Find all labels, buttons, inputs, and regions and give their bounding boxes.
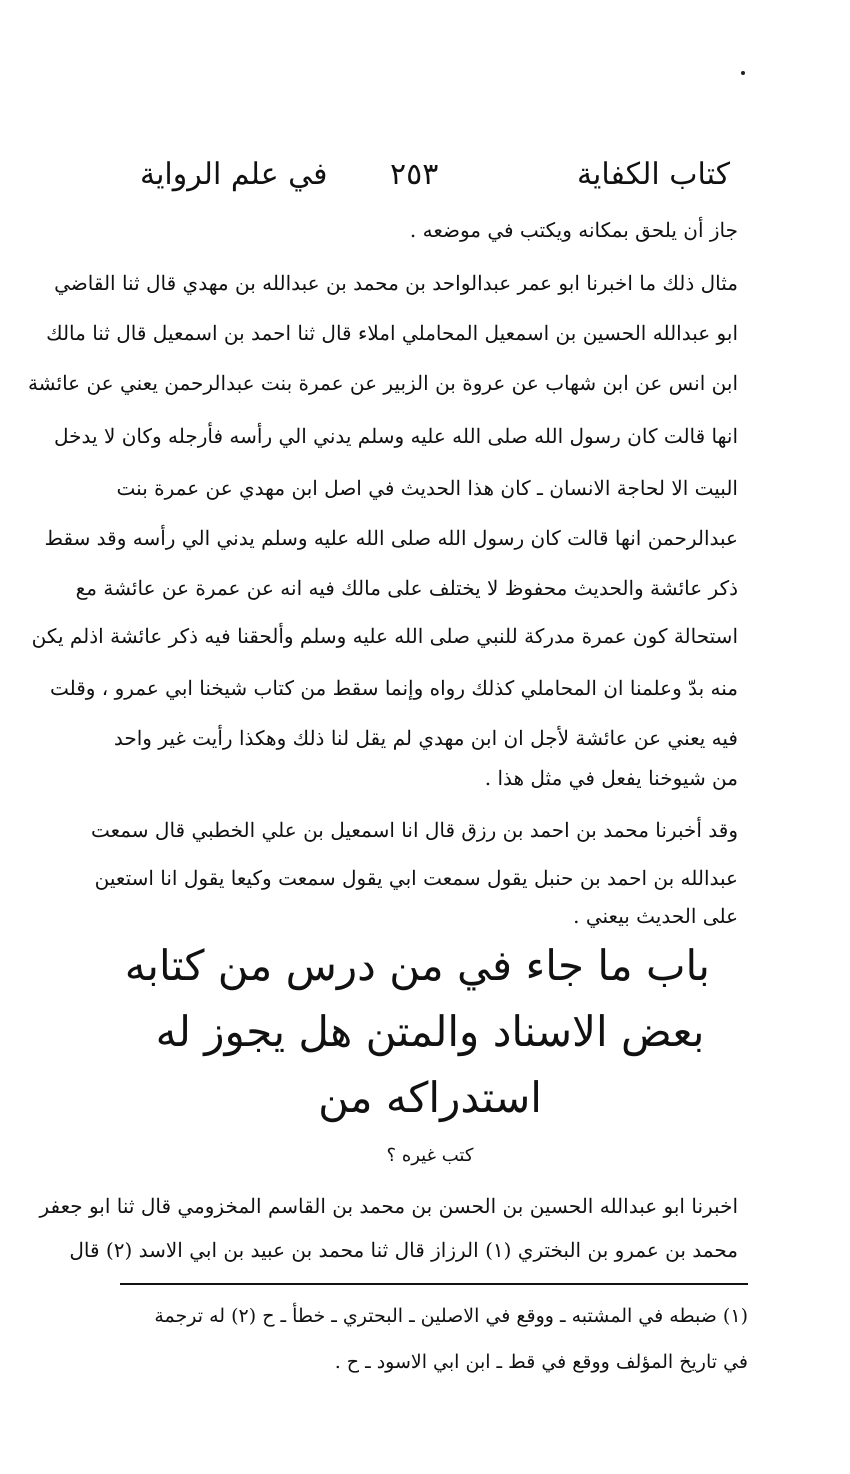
footnote-line: (١) ضبطه في المشتبه ـ ووقع في الاصلين ـ البحتري ـ خطأ ـ ح (٢) له ترجمة <box>154 1305 748 1327</box>
text-line: منه بدّ وعلمنا ان المحاملي كذلك رواه وإنما سقط من كتاب شيخنا ابي عمرو ، وقلت <box>49 676 738 700</box>
text-line: فيه يعني عن عائشة لأجل ان ابن مهدي لم يقل لنا ذلك وهكذا رأيت غير واحد <box>113 726 738 750</box>
text-line: اخبرنا ابو عبدالله الحسين بن الحسن بن محمد بن القاسم المخزومي قال ثنا ابو جعفر <box>39 1194 738 1218</box>
text-line: استحالة كون عمرة مدركة للنبي صلى الله عليه وسلم وألحقنا فيه ذكر عائشة اذلم يكن <box>31 624 738 648</box>
footnote-line: في تاريخ المؤلف ووقع في قط ـ ابن ابي الاسود ـ ح . <box>334 1351 748 1373</box>
text-line: البيت الا لحاجة الانسان ـ كان هذا الحديث في اصل ابن مهدي عن عمرة بنت <box>116 476 738 500</box>
text-line: محمد بن عمرو بن البختري (١) الرزاز قال ثنا محمد بن عبيد بن ابي الاسد (٢) قال <box>69 1238 738 1262</box>
text-line: ابو عبدالله الحسين بن اسمعيل المحاملي املاء قال ثنا احمد بن اسمعيل قال ثنا مالك <box>46 321 738 345</box>
chapter-title-line: بعض الاسناد والمتن هل يجوز له <box>155 1007 705 1056</box>
text-line: وقد أخبرنا محمد بن احمد بن رزق قال انا اسمعيل بن علي الخطبي قال سمعت <box>90 818 738 842</box>
ink-dot <box>741 71 745 75</box>
text-line: عبدالرحمن انها قالت كان رسول الله صلى الله عليه وسلم يدني الي رأسه وقد سقط <box>44 526 738 550</box>
subject-title: في علم الرواية <box>140 157 328 192</box>
footnote-divider <box>120 1283 748 1285</box>
text-line: ذكر عائشة والحديث محفوظ لا يختلف على مالك فيه انه عن عمرة عن عائشة مع <box>75 576 738 600</box>
text-line: مثال ذلك ما اخبرنا ابو عمر عبدالواحد بن محمد بن عبدالله بن مهدي قال ثنا القاضي <box>54 271 738 295</box>
chapter-subtitle: كتب غيره ؟ <box>386 1145 474 1166</box>
text-line: جاز أن يلحق بمكانه ويكتب في موضعه . <box>409 218 738 242</box>
chapter-title-line: استدراكه من <box>318 1073 542 1122</box>
text-line: ابن انس عن ابن شهاب عن عروة بن الزبير عن عمرة بنت عبدالرحمن يعني عن عائشة <box>27 371 738 395</box>
page-number: ٢٥٣ <box>390 157 439 192</box>
book-title: كتاب الكفاية <box>576 157 730 192</box>
text-line: من شيوخنا يفعل في مثل هذا . <box>484 766 738 790</box>
page-header <box>140 150 730 200</box>
text-line: عبدالله بن احمد بن حنبل يقول سمعت ابي يقول سمعت وكيعا يقول انا استعين <box>94 866 738 890</box>
text-line: انها قالت كان رسول الله صلى الله عليه وسلم يدني الي رأسه فأرجله وكان لا يدخل <box>54 424 738 448</box>
chapter-title-line: باب ما جاء في من درس من كتابه <box>124 941 710 990</box>
text-line: على الحديث بيعني . <box>573 904 738 928</box>
